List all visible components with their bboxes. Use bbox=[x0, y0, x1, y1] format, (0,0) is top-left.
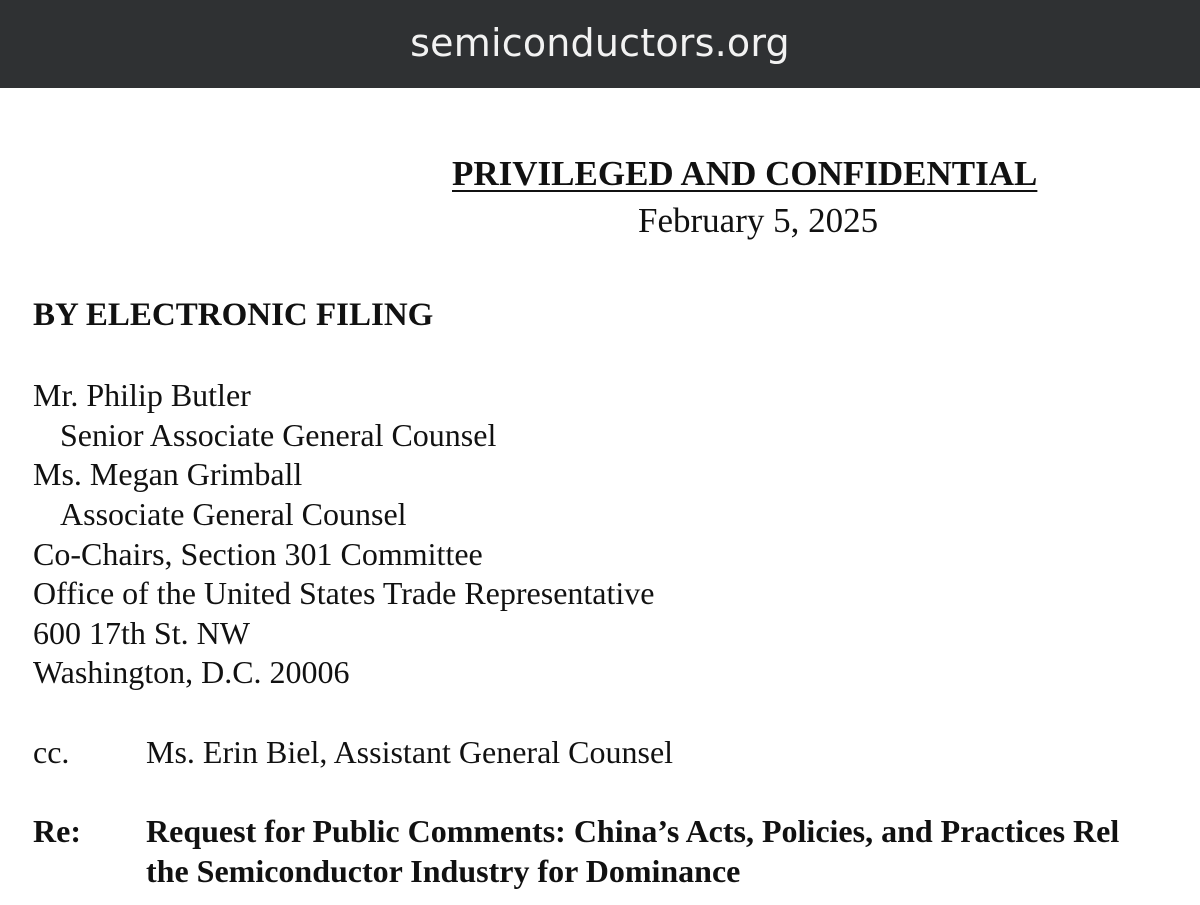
url-text[interactable]: semiconductors.org bbox=[410, 21, 790, 65]
letter-date: February 5, 2025 bbox=[638, 201, 879, 240]
browser-address-bar[interactable] bbox=[0, 0, 1200, 88]
delivery-method: BY ELECTRONIC FILING bbox=[33, 297, 434, 333]
addressee-city: Washington, D.C. 20006 bbox=[33, 654, 350, 690]
confidentiality-heading: PRIVILEGED AND CONFIDENTIAL bbox=[452, 154, 1038, 193]
re-subject-line-2: the Semiconductor Industry for Dominance bbox=[146, 853, 741, 889]
addressee-name: Mr. Philip Butler bbox=[33, 377, 251, 413]
addressee-committee: Co-Chairs, Section 301 Committee bbox=[33, 536, 483, 572]
addressee-street: 600 17th St. NW bbox=[33, 615, 250, 651]
cc-recipient: Ms. Erin Biel, Assistant General Counsel bbox=[146, 734, 674, 770]
addressee-title: Senior Associate General Counsel bbox=[60, 417, 497, 453]
document-page bbox=[0, 88, 1200, 905]
addressee-office: Office of the United States Trade Representative bbox=[33, 575, 655, 611]
addressee-title: Associate General Counsel bbox=[60, 496, 407, 532]
cc-label: cc. bbox=[33, 734, 70, 770]
addressee-name: Ms. Megan Grimball bbox=[33, 456, 303, 492]
re-label: Re: bbox=[33, 813, 81, 849]
re-subject-line-1: Request for Public Comments: China’s Acts, Policies, and Practices Rel bbox=[146, 813, 1120, 849]
